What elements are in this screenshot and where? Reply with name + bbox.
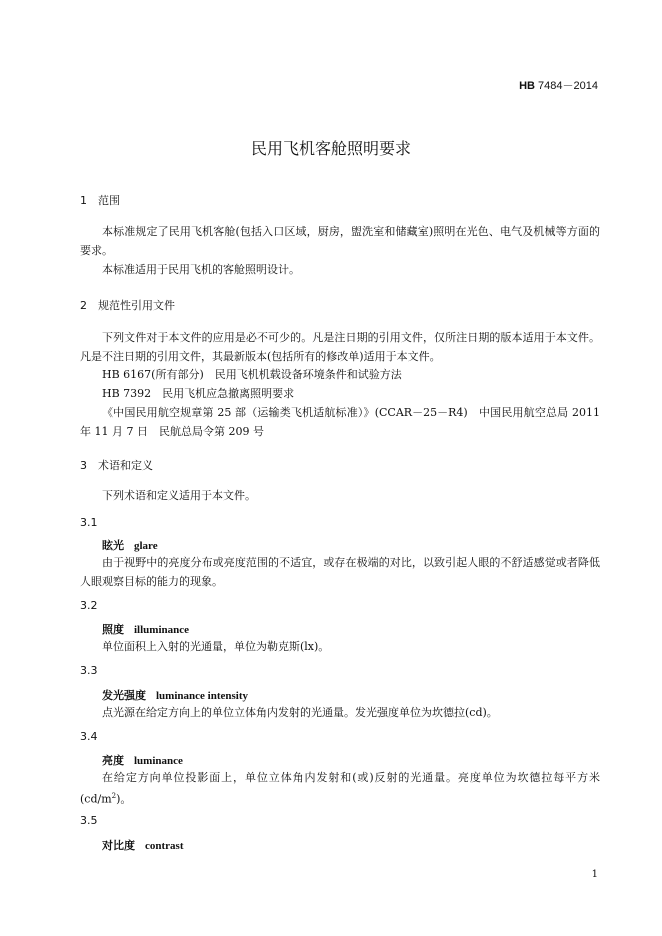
term-3-2-number: 3.2 — [80, 599, 98, 612]
term-3-1-definition: 由于视野中的亮度分布或亮度范围的不适宜，或存在极端的对比，以致引起人眼的不舒适感觉或者降低人眼观察目标的能力的现象。 — [80, 556, 600, 588]
term-3-5-number: 3.5 — [80, 814, 98, 827]
reference-hb7392: HB 7392 民用飞机应急撤离照明要求 — [102, 387, 295, 400]
reference-ccar25: 《中国民用航空规章第 25 部（运输类飞机适航标准）》(CCAR－25－R4) 中国民用航空总局 2011 年 11 月 7 日 民航总局令第 209 号 — [80, 406, 600, 438]
term-3-2-name: 照度 illuminance — [102, 623, 190, 636]
term-3-3-definition: 点光源在给定方向上的单位立体角内发射的光通量。发光强度单位为坎德拉(cd)。 — [102, 706, 498, 719]
section-1-paragraph-2: 本标准适用于民用飞机的客舱照明设计。 — [102, 263, 300, 276]
section-3-heading: 3 术语和定义 — [80, 459, 153, 472]
page-number: 1 — [591, 869, 598, 880]
term-3-4-name: 亮度 luminance — [102, 754, 183, 767]
term-3-5-name: 对比度 contrast — [102, 839, 184, 852]
standard-code: HB 7484－2014 — [519, 80, 598, 92]
term-3-3-name: 发光强度 luminance intensity — [102, 689, 248, 702]
section-2-heading: 2 规范性引用文件 — [80, 299, 175, 312]
document-title: 民用飞机客舱照明要求 — [250, 139, 411, 158]
term-3-2-definition: 单位面积上入射的光通量，单位为勒克斯(lx)。 — [102, 640, 330, 653]
term-3-4-number: 3.4 — [80, 730, 98, 743]
term-3-1-name: 眩光 glare — [102, 539, 158, 552]
term-3-1-number: 3.1 — [80, 516, 98, 529]
section-2-paragraph: 下列文件对于本文件的应用是必不可少的。凡是注日期的引用文件，仅所注日期的版本适用于本文件。凡是不注日期的引用文件，其最新版本(包括所有的修改单)适用于本文件。 — [80, 331, 600, 363]
section-3-intro: 下列术语和定义适用于本文件。 — [102, 489, 256, 502]
section-1-paragraph-1: 本标准规定了民用飞机客舱(包括入口区域，厨房，盥洗室和储藏室)照明在光色、电气及机械等方面的要求。 — [80, 225, 600, 257]
section-1-heading: 1 范围 — [80, 194, 120, 207]
term-3-3-number: 3.3 — [80, 664, 98, 677]
term-3-4-definition: 在给定方向单位投影面上，单位立体角内发射和(或)反射的光通量。亮度单位为坎德拉每平方米$(cd/m^2)$。 — [80, 771, 600, 806]
reference-hb6167: HB 6167(所有部分) 民用飞机机载设备环境条件和试验方法 — [102, 368, 402, 381]
